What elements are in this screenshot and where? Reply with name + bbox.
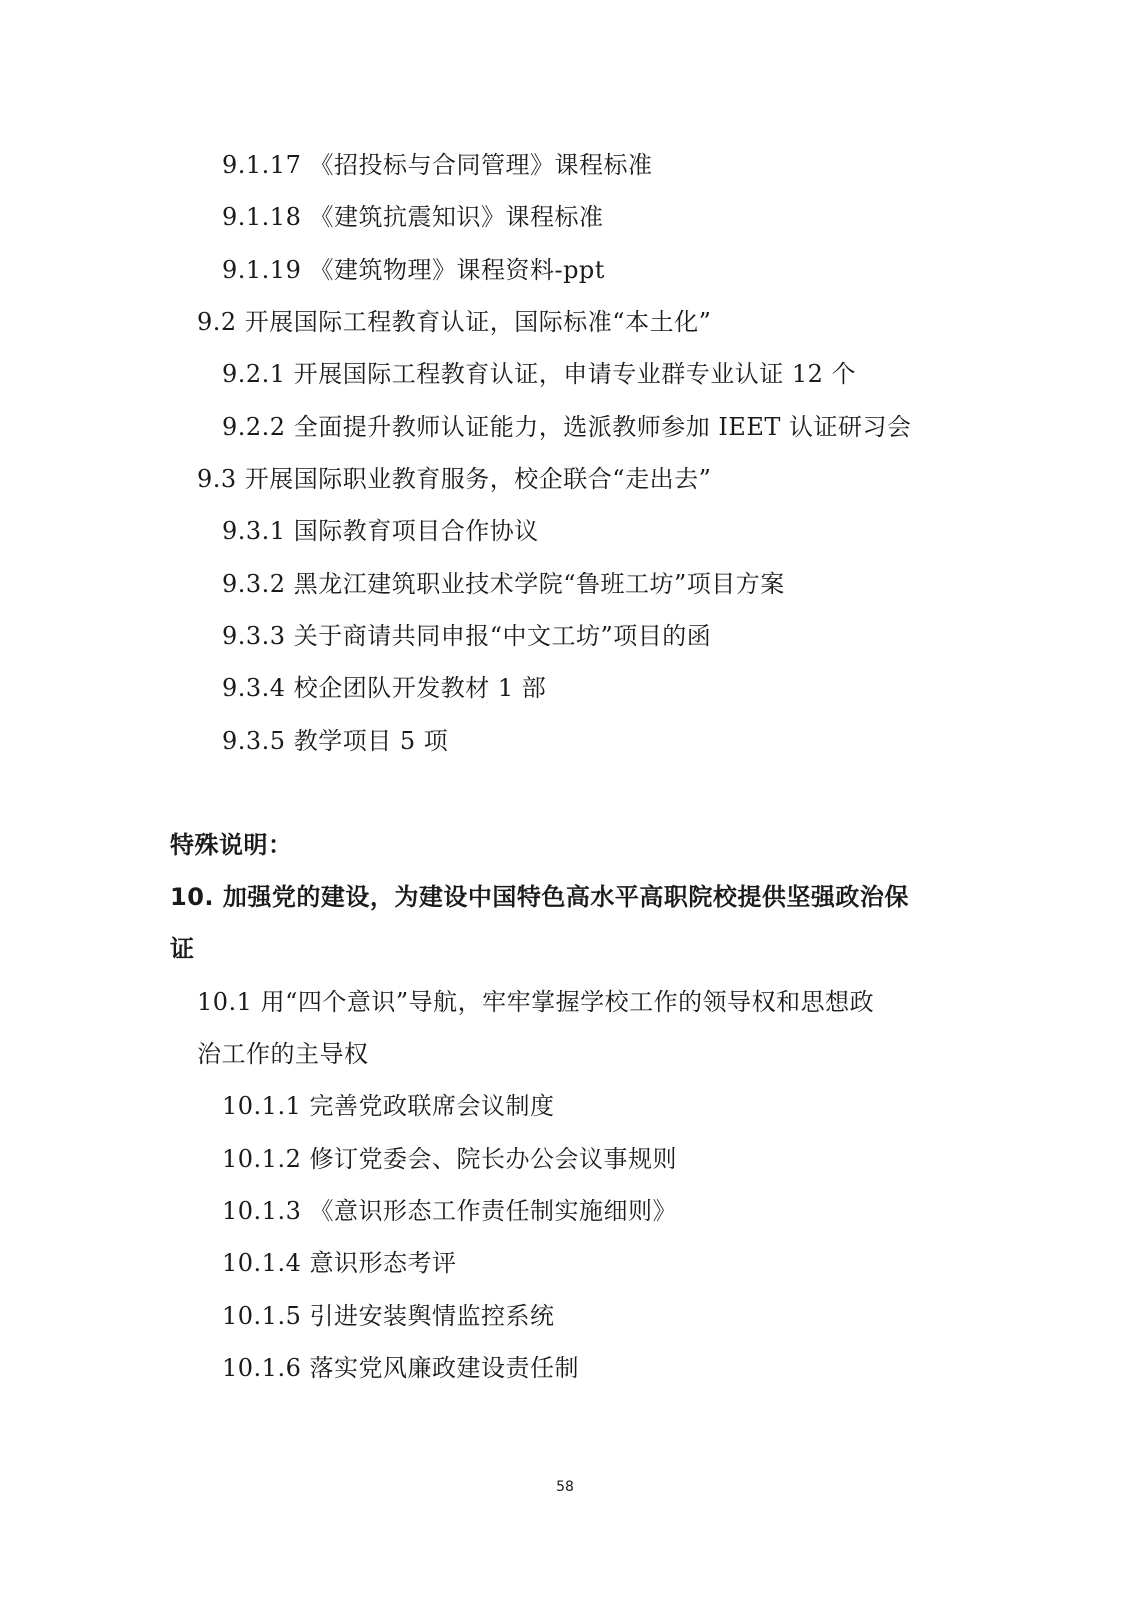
outline-subheading-continued: 治工作的主导权 [197,1040,369,1068]
outline-item: 9.3.5 教学项目 5 项 [222,727,449,755]
outline-item: 9.3.2 黑龙江建筑职业技术学院“鲁班工坊”项目方案 [222,570,785,598]
outline-subheading: 9.2 开展国际工程教育认证，国际标准“本土化” [197,308,712,336]
special-note-heading: 特殊说明： [170,831,293,859]
outline-subheading: 10.1 用“四个意识”导航，牢牢掌握学校工作的领导权和思想政 [197,988,875,1016]
outline-item: 10.1.4 意识形态考评 [222,1249,457,1277]
outline-item: 9.3.3 关于商请共同申报“中文工坊”项目的函 [222,622,712,650]
outline-item: 9.1.19 《建筑物理》课程资料-ppt [222,256,605,284]
outline-item: 10.1.5 引进安装舆情监控系统 [222,1302,555,1330]
outline-item: 9.1.18 《建筑抗震知识》课程标准 [222,203,604,231]
outline-item: 10.1.3 《意识形态工作责任制实施细则》 [222,1197,677,1225]
outline-item: 9.2.2 全面提升教师认证能力，选派教师参加 IEET 认证研习会 [222,413,912,441]
outline-item: 10.1.1 完善党政联席会议制度 [222,1092,555,1120]
outline-item: 9.3.4 校企团队开发教材 1 部 [222,674,547,702]
outline-item: 9.3.1 国际教育项目合作协议 [222,517,539,545]
outline-item: 10.1.2 修订党委会、院长办公会议事规则 [222,1145,677,1173]
outline-subheading: 9.3 开展国际职业教育服务，校企联合“走出去” [197,465,712,493]
outline-item: 9.2.1 开展国际工程教育认证，申请专业群专业认证 12 个 [222,360,856,388]
section-title-continued: 证 [170,935,195,963]
outline-item: 9.1.17 《招投标与合同管理》课程标准 [222,151,653,179]
outline-item: 10.1.6 落实党风廉政建设责任制 [222,1354,579,1382]
page-number: 58 [556,1479,574,1495]
section-title: 10. 加强党的建设，为建设中国特色高水平高职院校提供坚强政治保 [170,883,909,911]
